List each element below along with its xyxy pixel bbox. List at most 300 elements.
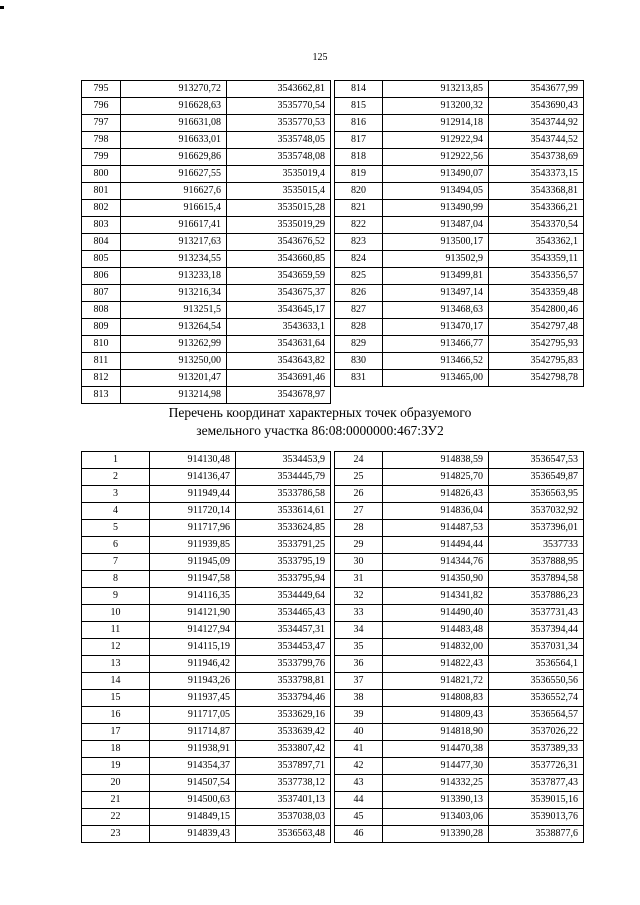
y-coordinate-cell: 3538877,6 bbox=[489, 826, 584, 843]
table-row bbox=[82, 115, 331, 132]
y-coordinate-cell: 3543359,48 bbox=[489, 285, 584, 302]
y-coordinate-cell: 3542795,93 bbox=[489, 336, 584, 353]
coordinates-table-1-right bbox=[334, 80, 584, 387]
x-coordinate-cell: 914121,90 bbox=[150, 605, 236, 622]
table-row bbox=[335, 469, 584, 486]
x-coordinate-cell: 916631,08 bbox=[121, 115, 227, 132]
y-coordinate-cell: 3537401,13 bbox=[236, 792, 331, 809]
table-row bbox=[82, 166, 331, 183]
table-row bbox=[335, 503, 584, 520]
y-coordinate-cell: 3543691,46 bbox=[227, 370, 331, 387]
y-coordinate-cell: 3533794,46 bbox=[236, 690, 331, 707]
section-title-line-1: Перечень координат характерных точек образуемого bbox=[168, 405, 472, 420]
table-row bbox=[335, 775, 584, 792]
table-row bbox=[82, 571, 331, 588]
x-coordinate-cell: 914838,59 bbox=[383, 452, 489, 469]
y-coordinate-cell: 3535015,28 bbox=[227, 200, 331, 217]
x-coordinate-cell: 914477,30 bbox=[383, 758, 489, 775]
y-coordinate-cell: 3543744,92 bbox=[489, 115, 584, 132]
x-coordinate-cell: 914822,43 bbox=[383, 656, 489, 673]
y-coordinate-cell: 3543676,52 bbox=[227, 234, 331, 251]
point-number-cell: 799 bbox=[82, 149, 121, 166]
table-row bbox=[335, 639, 584, 656]
y-coordinate-cell: 3543738,69 bbox=[489, 149, 584, 166]
point-number-cell: 30 bbox=[335, 554, 383, 571]
table-row bbox=[82, 520, 331, 537]
point-number-cell: 830 bbox=[335, 353, 383, 370]
table-row bbox=[335, 353, 584, 370]
point-number-cell: 21 bbox=[82, 792, 150, 809]
point-number-cell: 795 bbox=[82, 81, 121, 98]
point-number-cell: 800 bbox=[82, 166, 121, 183]
point-number-cell: 802 bbox=[82, 200, 121, 217]
point-number-cell: 20 bbox=[82, 775, 150, 792]
x-coordinate-cell: 916627,6 bbox=[121, 183, 227, 200]
x-coordinate-cell: 916633,01 bbox=[121, 132, 227, 149]
x-coordinate-cell: 914354,37 bbox=[150, 758, 236, 775]
point-number-cell: 35 bbox=[335, 639, 383, 656]
point-number-cell: 16 bbox=[82, 707, 150, 724]
x-coordinate-cell: 914130,48 bbox=[150, 452, 236, 469]
table-row bbox=[335, 741, 584, 758]
table-row bbox=[82, 588, 331, 605]
x-coordinate-cell: 913390,13 bbox=[383, 792, 489, 809]
coordinates-table-1-left bbox=[81, 80, 331, 404]
y-coordinate-cell: 3543675,37 bbox=[227, 285, 331, 302]
x-coordinate-cell: 913499,81 bbox=[383, 268, 489, 285]
y-coordinate-cell: 3543368,81 bbox=[489, 183, 584, 200]
x-coordinate-cell: 911947,58 bbox=[150, 571, 236, 588]
y-coordinate-cell: 3533786,58 bbox=[236, 486, 331, 503]
point-number-cell: 40 bbox=[335, 724, 383, 741]
table-row bbox=[335, 319, 584, 336]
x-coordinate-cell: 916629,86 bbox=[121, 149, 227, 166]
table-row bbox=[82, 554, 331, 571]
table-row bbox=[82, 387, 331, 404]
point-number-cell: 803 bbox=[82, 217, 121, 234]
y-coordinate-cell: 3536547,53 bbox=[489, 452, 584, 469]
point-number-cell: 27 bbox=[335, 503, 383, 520]
point-number-cell: 5 bbox=[82, 520, 150, 537]
y-coordinate-cell: 3535748,05 bbox=[227, 132, 331, 149]
y-coordinate-cell: 3534445,79 bbox=[236, 469, 331, 486]
table-row bbox=[82, 200, 331, 217]
point-number-cell: 4 bbox=[82, 503, 150, 520]
x-coordinate-cell: 913233,18 bbox=[121, 268, 227, 285]
y-coordinate-cell: 3535748,08 bbox=[227, 149, 331, 166]
x-coordinate-cell: 913468,63 bbox=[383, 302, 489, 319]
y-coordinate-cell: 3536564,57 bbox=[489, 707, 584, 724]
table-row bbox=[335, 826, 584, 843]
y-coordinate-cell: 3542797,48 bbox=[489, 319, 584, 336]
table-row bbox=[82, 792, 331, 809]
x-coordinate-cell: 914470,38 bbox=[383, 741, 489, 758]
table-row bbox=[82, 537, 331, 554]
point-number-cell: 797 bbox=[82, 115, 121, 132]
point-number-cell: 815 bbox=[335, 98, 383, 115]
table-row bbox=[82, 302, 331, 319]
table-row bbox=[335, 673, 584, 690]
table-row bbox=[335, 251, 584, 268]
table-row bbox=[82, 98, 331, 115]
x-coordinate-cell: 911937,45 bbox=[150, 690, 236, 707]
x-coordinate-cell: 913502,9 bbox=[383, 251, 489, 268]
y-coordinate-cell: 3533795,94 bbox=[236, 571, 331, 588]
point-number-cell: 816 bbox=[335, 115, 383, 132]
y-coordinate-cell: 3535019,4 bbox=[227, 166, 331, 183]
y-coordinate-cell: 3537726,31 bbox=[489, 758, 584, 775]
table-row bbox=[82, 503, 331, 520]
section-title bbox=[0, 404, 640, 440]
table-row bbox=[82, 758, 331, 775]
point-number-cell: 811 bbox=[82, 353, 121, 370]
y-coordinate-cell: 3542800,46 bbox=[489, 302, 584, 319]
table-row bbox=[82, 452, 331, 469]
y-coordinate-cell: 3537738,12 bbox=[236, 775, 331, 792]
table-row bbox=[335, 166, 584, 183]
table-row bbox=[335, 132, 584, 149]
point-number-cell: 12 bbox=[82, 639, 150, 656]
x-coordinate-cell: 914825,70 bbox=[383, 469, 489, 486]
table-row bbox=[82, 183, 331, 200]
y-coordinate-cell: 3537031,34 bbox=[489, 639, 584, 656]
x-coordinate-cell: 911945,09 bbox=[150, 554, 236, 571]
point-number-cell: 10 bbox=[82, 605, 150, 622]
table-row bbox=[335, 115, 584, 132]
x-coordinate-cell: 912922,56 bbox=[383, 149, 489, 166]
y-coordinate-cell: 3533799,76 bbox=[236, 656, 331, 673]
x-coordinate-cell: 914487,53 bbox=[383, 520, 489, 537]
point-number-cell: 42 bbox=[335, 758, 383, 775]
x-coordinate-cell: 914483,48 bbox=[383, 622, 489, 639]
table-row bbox=[82, 132, 331, 149]
point-number-cell: 807 bbox=[82, 285, 121, 302]
y-coordinate-cell: 3543645,17 bbox=[227, 302, 331, 319]
y-coordinate-cell: 3533798,81 bbox=[236, 673, 331, 690]
y-coordinate-cell: 3537389,33 bbox=[489, 741, 584, 758]
y-coordinate-cell: 3537877,43 bbox=[489, 775, 584, 792]
y-coordinate-cell: 3542795,83 bbox=[489, 353, 584, 370]
y-coordinate-cell: 3543366,21 bbox=[489, 200, 584, 217]
table-row bbox=[335, 285, 584, 302]
table-row bbox=[335, 622, 584, 639]
x-coordinate-cell: 911720,14 bbox=[150, 503, 236, 520]
table-row bbox=[82, 234, 331, 251]
y-coordinate-cell: 3537026,22 bbox=[489, 724, 584, 741]
x-coordinate-cell: 914332,25 bbox=[383, 775, 489, 792]
table-row bbox=[335, 370, 584, 387]
table-row bbox=[82, 673, 331, 690]
table-row bbox=[82, 486, 331, 503]
y-coordinate-cell: 3536552,74 bbox=[489, 690, 584, 707]
point-number-cell: 804 bbox=[82, 234, 121, 251]
table-row bbox=[335, 336, 584, 353]
x-coordinate-cell: 914341,82 bbox=[383, 588, 489, 605]
x-coordinate-cell: 914836,04 bbox=[383, 503, 489, 520]
x-coordinate-cell: 913500,17 bbox=[383, 234, 489, 251]
table-row bbox=[82, 217, 331, 234]
table-row bbox=[335, 792, 584, 809]
point-number-cell: 805 bbox=[82, 251, 121, 268]
x-coordinate-cell: 914849,15 bbox=[150, 809, 236, 826]
point-number-cell: 812 bbox=[82, 370, 121, 387]
point-number-cell: 814 bbox=[335, 81, 383, 98]
table-row bbox=[82, 149, 331, 166]
point-number-cell: 6 bbox=[82, 537, 150, 554]
table-row bbox=[82, 353, 331, 370]
table-row bbox=[335, 302, 584, 319]
x-coordinate-cell: 913497,14 bbox=[383, 285, 489, 302]
x-coordinate-cell: 911717,96 bbox=[150, 520, 236, 537]
table-row bbox=[82, 622, 331, 639]
x-coordinate-cell: 913251,5 bbox=[121, 302, 227, 319]
point-number-cell: 3 bbox=[82, 486, 150, 503]
y-coordinate-cell: 3535015,4 bbox=[227, 183, 331, 200]
y-coordinate-cell: 3536549,87 bbox=[489, 469, 584, 486]
point-number-cell: 796 bbox=[82, 98, 121, 115]
x-coordinate-cell: 914808,83 bbox=[383, 690, 489, 707]
table-row bbox=[82, 319, 331, 336]
table-row bbox=[82, 809, 331, 826]
table-row bbox=[335, 268, 584, 285]
point-number-cell: 15 bbox=[82, 690, 150, 707]
point-number-cell: 11 bbox=[82, 622, 150, 639]
x-coordinate-cell: 914826,43 bbox=[383, 486, 489, 503]
x-coordinate-cell: 913490,99 bbox=[383, 200, 489, 217]
point-number-cell: 817 bbox=[335, 132, 383, 149]
y-coordinate-cell: 3543677,99 bbox=[489, 81, 584, 98]
point-number-cell: 808 bbox=[82, 302, 121, 319]
table-row bbox=[335, 217, 584, 234]
point-number-cell: 818 bbox=[335, 149, 383, 166]
y-coordinate-cell: 3543631,64 bbox=[227, 336, 331, 353]
x-coordinate-cell: 913466,77 bbox=[383, 336, 489, 353]
point-number-cell: 29 bbox=[335, 537, 383, 554]
x-coordinate-cell: 913390,28 bbox=[383, 826, 489, 843]
table-row bbox=[335, 554, 584, 571]
x-coordinate-cell: 913487,04 bbox=[383, 217, 489, 234]
x-coordinate-cell: 913217,63 bbox=[121, 234, 227, 251]
y-coordinate-cell: 3534457,31 bbox=[236, 622, 331, 639]
table-row bbox=[335, 200, 584, 217]
point-number-cell: 28 bbox=[335, 520, 383, 537]
y-coordinate-cell: 3543359,11 bbox=[489, 251, 584, 268]
x-coordinate-cell: 914839,43 bbox=[150, 826, 236, 843]
table-row bbox=[335, 809, 584, 826]
point-number-cell: 826 bbox=[335, 285, 383, 302]
point-number-cell: 813 bbox=[82, 387, 121, 404]
point-number-cell: 45 bbox=[335, 809, 383, 826]
y-coordinate-cell: 3543662,81 bbox=[227, 81, 331, 98]
x-coordinate-cell: 913403,06 bbox=[383, 809, 489, 826]
y-coordinate-cell: 3543370,54 bbox=[489, 217, 584, 234]
point-number-cell: 7 bbox=[82, 554, 150, 571]
x-coordinate-cell: 913262,99 bbox=[121, 336, 227, 353]
point-number-cell: 828 bbox=[335, 319, 383, 336]
x-coordinate-cell: 914344,76 bbox=[383, 554, 489, 571]
point-number-cell: 798 bbox=[82, 132, 121, 149]
table-row bbox=[335, 724, 584, 741]
point-number-cell: 41 bbox=[335, 741, 383, 758]
y-coordinate-cell: 3533807,42 bbox=[236, 741, 331, 758]
point-number-cell: 827 bbox=[335, 302, 383, 319]
y-coordinate-cell: 3536563,95 bbox=[489, 486, 584, 503]
table-row bbox=[335, 234, 584, 251]
point-number-cell: 822 bbox=[335, 217, 383, 234]
y-coordinate-cell: 3533791,25 bbox=[236, 537, 331, 554]
y-coordinate-cell: 3533639,42 bbox=[236, 724, 331, 741]
table-row bbox=[82, 251, 331, 268]
table-row bbox=[335, 707, 584, 724]
y-coordinate-cell: 3535770,53 bbox=[227, 115, 331, 132]
y-coordinate-cell: 3533629,16 bbox=[236, 707, 331, 724]
point-number-cell: 17 bbox=[82, 724, 150, 741]
table-row bbox=[335, 486, 584, 503]
table-row bbox=[335, 149, 584, 166]
y-coordinate-cell: 3543659,59 bbox=[227, 268, 331, 285]
point-number-cell: 806 bbox=[82, 268, 121, 285]
point-number-cell: 2 bbox=[82, 469, 150, 486]
table-row bbox=[82, 370, 331, 387]
x-coordinate-cell: 913490,07 bbox=[383, 166, 489, 183]
x-coordinate-cell: 911714,87 bbox=[150, 724, 236, 741]
y-coordinate-cell: 3537396,01 bbox=[489, 520, 584, 537]
point-number-cell: 9 bbox=[82, 588, 150, 605]
scan-corner-mark bbox=[0, 6, 4, 9]
y-coordinate-cell: 3536564,1 bbox=[489, 656, 584, 673]
y-coordinate-cell: 3543356,57 bbox=[489, 268, 584, 285]
x-coordinate-cell: 916627,55 bbox=[121, 166, 227, 183]
x-coordinate-cell: 913270,72 bbox=[121, 81, 227, 98]
point-number-cell: 26 bbox=[335, 486, 383, 503]
table-row bbox=[335, 571, 584, 588]
x-coordinate-cell: 913470,17 bbox=[383, 319, 489, 336]
table-row bbox=[82, 741, 331, 758]
x-coordinate-cell: 913264,54 bbox=[121, 319, 227, 336]
x-coordinate-cell: 914818,90 bbox=[383, 724, 489, 741]
point-number-cell: 36 bbox=[335, 656, 383, 673]
x-coordinate-cell: 913216,34 bbox=[121, 285, 227, 302]
point-number-cell: 825 bbox=[335, 268, 383, 285]
point-number-cell: 809 bbox=[82, 319, 121, 336]
x-coordinate-cell: 911949,44 bbox=[150, 486, 236, 503]
y-coordinate-cell: 3543362,1 bbox=[489, 234, 584, 251]
x-coordinate-cell: 914127,94 bbox=[150, 622, 236, 639]
table-row bbox=[335, 588, 584, 605]
point-number-cell: 39 bbox=[335, 707, 383, 724]
x-coordinate-cell: 911946,42 bbox=[150, 656, 236, 673]
table-row bbox=[82, 81, 331, 98]
y-coordinate-cell: 3543690,43 bbox=[489, 98, 584, 115]
y-coordinate-cell: 3535019,29 bbox=[227, 217, 331, 234]
table-row bbox=[335, 520, 584, 537]
table-row bbox=[82, 724, 331, 741]
x-coordinate-cell: 913214,98 bbox=[121, 387, 227, 404]
table-row bbox=[335, 183, 584, 200]
table-row bbox=[335, 537, 584, 554]
x-coordinate-cell: 914116,35 bbox=[150, 588, 236, 605]
y-coordinate-cell: 3543660,85 bbox=[227, 251, 331, 268]
y-coordinate-cell: 3533624,85 bbox=[236, 520, 331, 537]
point-number-cell: 810 bbox=[82, 336, 121, 353]
x-coordinate-cell: 914136,47 bbox=[150, 469, 236, 486]
point-number-cell: 824 bbox=[335, 251, 383, 268]
point-number-cell: 43 bbox=[335, 775, 383, 792]
x-coordinate-cell: 914809,43 bbox=[383, 707, 489, 724]
x-coordinate-cell: 911939,85 bbox=[150, 537, 236, 554]
x-coordinate-cell: 916615,4 bbox=[121, 200, 227, 217]
point-number-cell: 33 bbox=[335, 605, 383, 622]
y-coordinate-cell: 3536550,56 bbox=[489, 673, 584, 690]
point-number-cell: 25 bbox=[335, 469, 383, 486]
table-row bbox=[82, 285, 331, 302]
x-coordinate-cell: 914832,00 bbox=[383, 639, 489, 656]
point-number-cell: 37 bbox=[335, 673, 383, 690]
y-coordinate-cell: 3534453,47 bbox=[236, 639, 331, 656]
y-coordinate-cell: 3534465,43 bbox=[236, 605, 331, 622]
x-coordinate-cell: 914507,54 bbox=[150, 775, 236, 792]
point-number-cell: 23 bbox=[82, 826, 150, 843]
point-number-cell: 24 bbox=[335, 452, 383, 469]
point-number-cell: 44 bbox=[335, 792, 383, 809]
point-number-cell: 8 bbox=[82, 571, 150, 588]
x-coordinate-cell: 911938,91 bbox=[150, 741, 236, 758]
x-coordinate-cell: 913200,32 bbox=[383, 98, 489, 115]
y-coordinate-cell: 3533795,19 bbox=[236, 554, 331, 571]
y-coordinate-cell: 3534453,9 bbox=[236, 452, 331, 469]
y-coordinate-cell: 3535770,54 bbox=[227, 98, 331, 115]
y-coordinate-cell: 3543643,82 bbox=[227, 353, 331, 370]
x-coordinate-cell: 914494,44 bbox=[383, 537, 489, 554]
y-coordinate-cell: 3537731,43 bbox=[489, 605, 584, 622]
x-coordinate-cell: 916617,41 bbox=[121, 217, 227, 234]
y-coordinate-cell: 3539013,76 bbox=[489, 809, 584, 826]
coordinates-table-2-left bbox=[81, 451, 331, 843]
point-number-cell: 821 bbox=[335, 200, 383, 217]
x-coordinate-cell: 913494,05 bbox=[383, 183, 489, 200]
point-number-cell: 19 bbox=[82, 758, 150, 775]
point-number-cell: 819 bbox=[335, 166, 383, 183]
x-coordinate-cell: 913250,00 bbox=[121, 353, 227, 370]
table-row bbox=[335, 452, 584, 469]
y-coordinate-cell: 3537897,71 bbox=[236, 758, 331, 775]
x-coordinate-cell: 912922,94 bbox=[383, 132, 489, 149]
x-coordinate-cell: 914115,19 bbox=[150, 639, 236, 656]
section-title-line-2: земельного участка 86:08:0000000:467:ЗУ2 bbox=[196, 423, 444, 438]
y-coordinate-cell: 3534449,64 bbox=[236, 588, 331, 605]
x-coordinate-cell: 913466,52 bbox=[383, 353, 489, 370]
x-coordinate-cell: 911717,05 bbox=[150, 707, 236, 724]
table-row bbox=[335, 605, 584, 622]
page-number: 125 bbox=[312, 52, 328, 63]
point-number-cell: 38 bbox=[335, 690, 383, 707]
y-coordinate-cell: 3543744,52 bbox=[489, 132, 584, 149]
table-row bbox=[82, 469, 331, 486]
table-row bbox=[335, 98, 584, 115]
y-coordinate-cell: 3537886,23 bbox=[489, 588, 584, 605]
y-coordinate-cell: 3543373,15 bbox=[489, 166, 584, 183]
table-row bbox=[82, 826, 331, 843]
x-coordinate-cell: 913201,47 bbox=[121, 370, 227, 387]
table-row bbox=[335, 656, 584, 673]
point-number-cell: 801 bbox=[82, 183, 121, 200]
table-row bbox=[82, 707, 331, 724]
table-row bbox=[82, 639, 331, 656]
table-row bbox=[82, 690, 331, 707]
y-coordinate-cell: 3537032,92 bbox=[489, 503, 584, 520]
point-number-cell: 13 bbox=[82, 656, 150, 673]
y-coordinate-cell: 3543633,1 bbox=[227, 319, 331, 336]
